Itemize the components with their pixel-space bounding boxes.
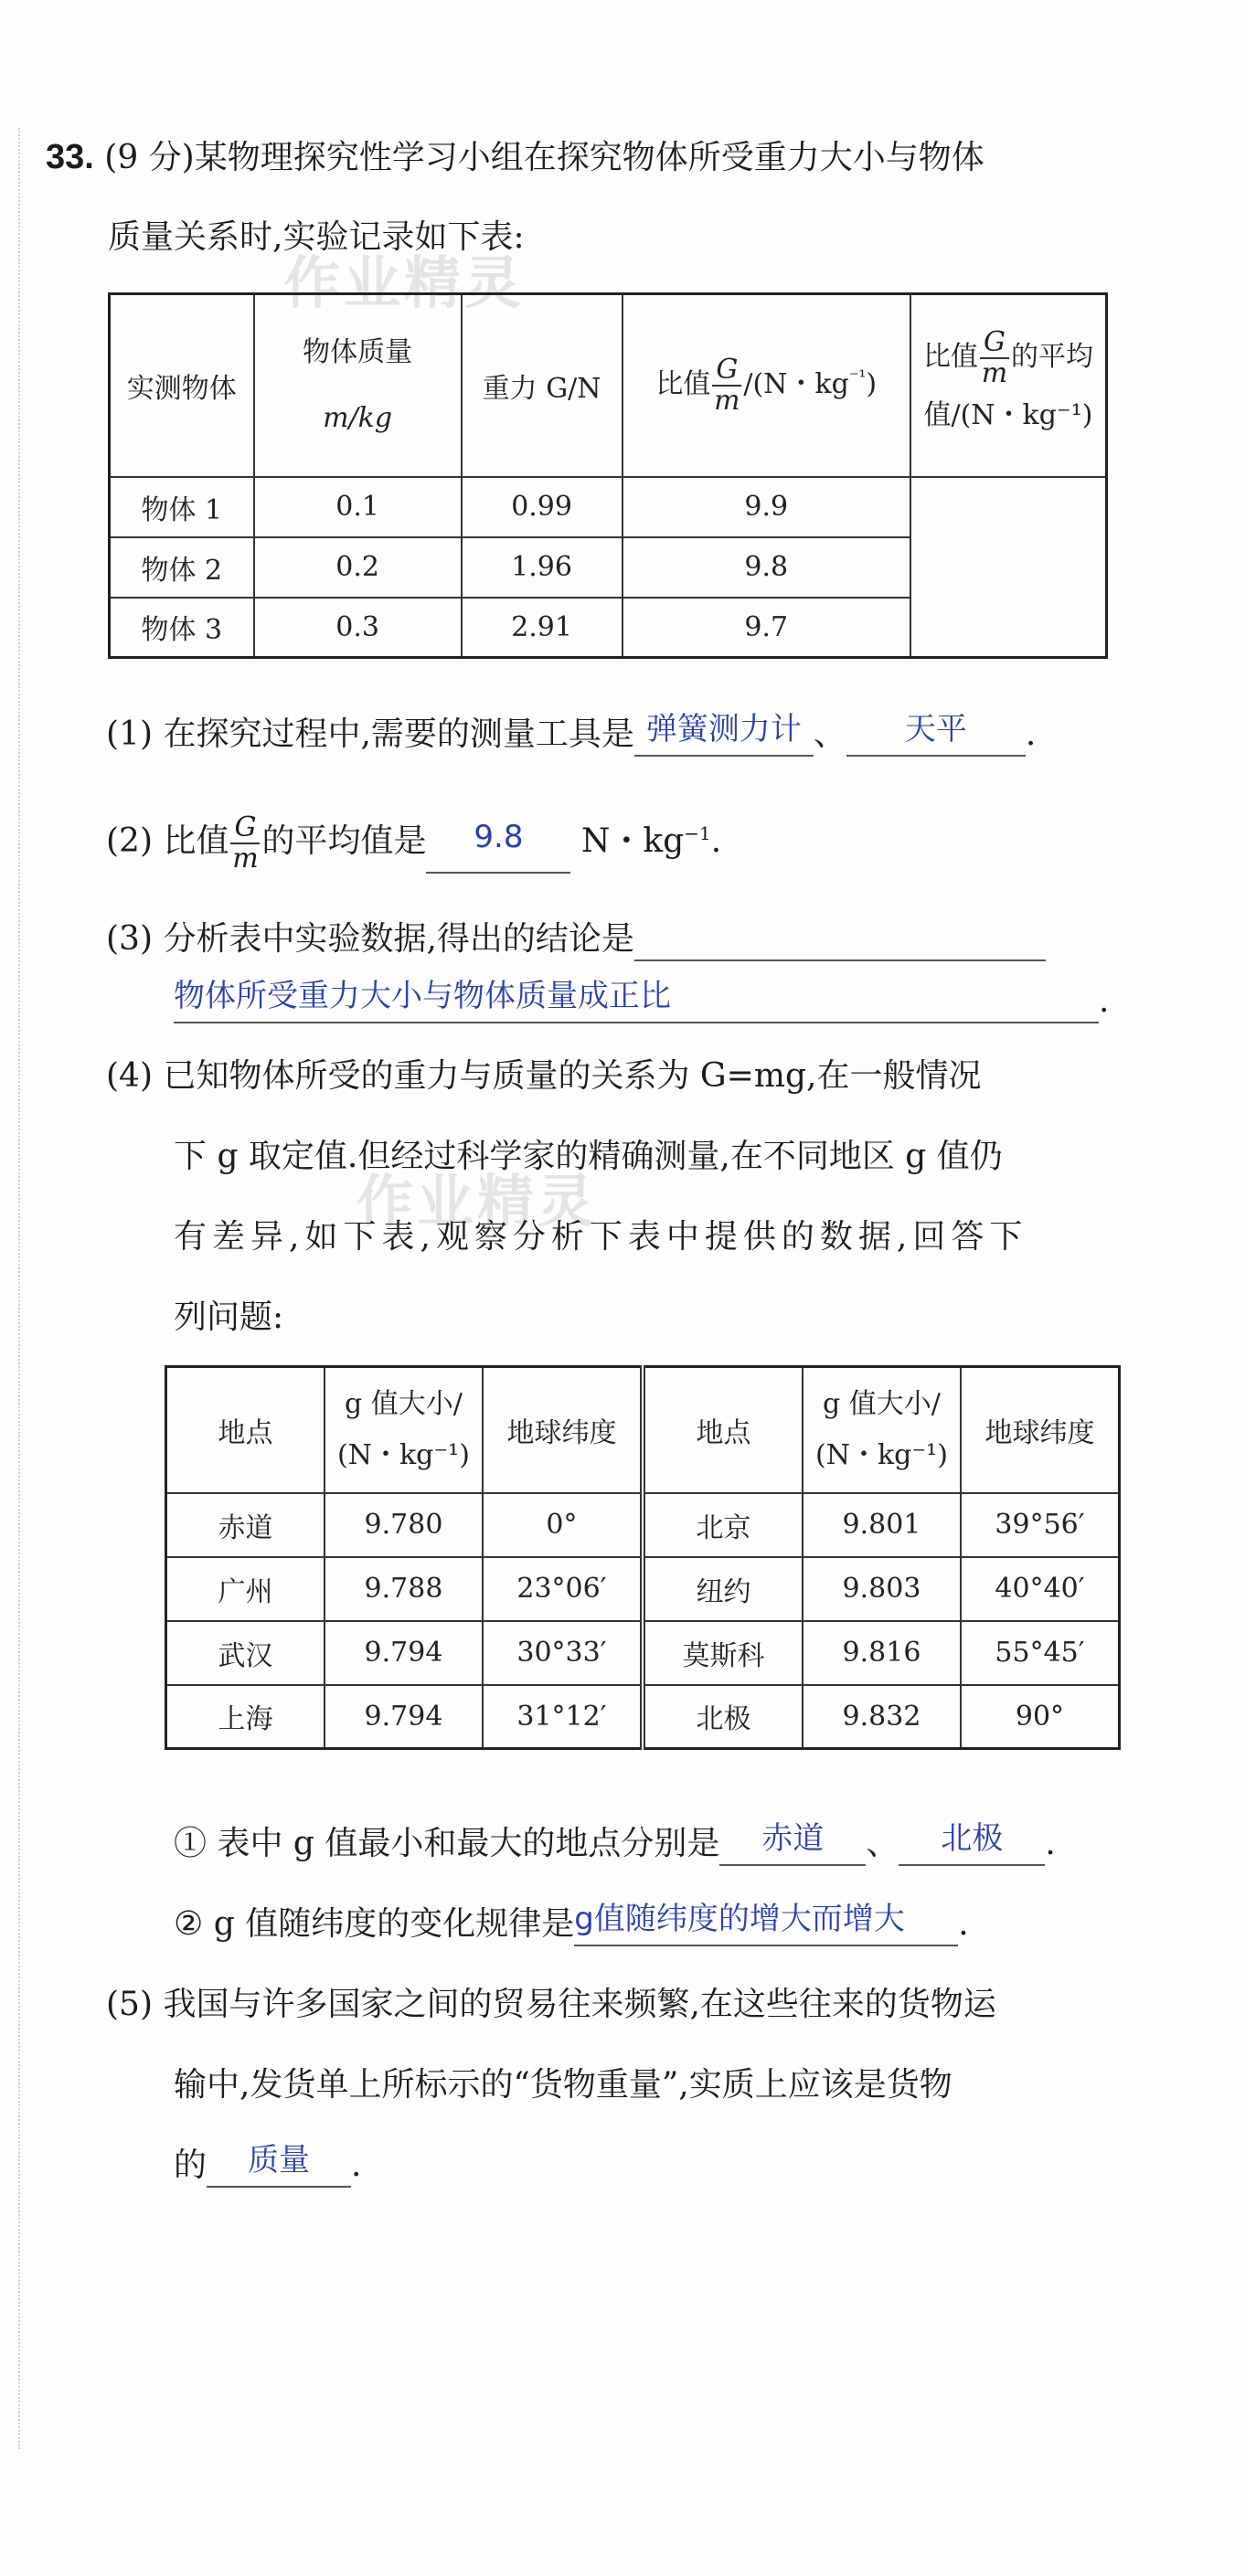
handwritten-answer: 9.8 bbox=[474, 819, 524, 855]
answer-blank[interactable] bbox=[174, 978, 1099, 1023]
table-row bbox=[166, 1621, 1120, 1685]
header-g-label: g 值大小/ bbox=[823, 1387, 941, 1420]
q4a-label: ① bbox=[174, 1825, 208, 1862]
cell-latitude: 23°06′ bbox=[483, 1557, 643, 1621]
separator: 、 bbox=[866, 1825, 899, 1862]
header-average-label: 比值 bbox=[923, 340, 978, 373]
gravity-latitude-table bbox=[165, 1365, 1121, 1750]
period: . bbox=[1045, 1825, 1056, 1862]
cell-g-value: 9.794 bbox=[325, 1685, 483, 1749]
unit-exponent: −1 bbox=[684, 822, 711, 844]
q4-label: (4) bbox=[106, 1057, 153, 1095]
cell-latitude: 39°56′ bbox=[961, 1493, 1120, 1557]
fraction-numerator: G bbox=[712, 355, 741, 387]
fraction-denominator: m bbox=[981, 356, 1008, 389]
handwritten-answer: 质量 bbox=[248, 2142, 311, 2178]
q4a-text: 表中 g 值最小和最大的地点分别是 bbox=[217, 1825, 720, 1862]
table-row bbox=[166, 1557, 1120, 1621]
header-object: 实测物体 bbox=[110, 294, 254, 477]
header-latitude: 地球纬度 bbox=[483, 1367, 643, 1493]
period: . bbox=[1099, 982, 1110, 1020]
cell-g-value: 9.803 bbox=[803, 1557, 961, 1621]
q5-text: 的 bbox=[174, 2147, 208, 2184]
cell-latitude: 0° bbox=[483, 1493, 643, 1557]
header-ratio-label: 比值 bbox=[655, 367, 711, 400]
q5-line3 bbox=[174, 2144, 361, 2188]
question-score: (9 分) bbox=[104, 139, 195, 176]
experiment-table bbox=[108, 292, 1108, 659]
header-ratio bbox=[622, 294, 910, 477]
q2-text: 比值 bbox=[163, 822, 229, 860]
header-latitude: 地球纬度 bbox=[961, 1367, 1120, 1493]
handwritten-answer: 天平 bbox=[904, 711, 967, 747]
cell-latitude: 30°33′ bbox=[483, 1621, 643, 1685]
cell-gravity: 1.96 bbox=[462, 537, 622, 598]
q1-text: 在探究过程中,需要的测量工具是 bbox=[163, 716, 634, 753]
header-g-label: g 值大小/ bbox=[345, 1387, 463, 1420]
cell-g-value: 9.816 bbox=[803, 1621, 961, 1685]
cell-g-value: 9.788 bbox=[325, 1557, 483, 1621]
cell-mass: 0.2 bbox=[254, 537, 462, 598]
q4b-line bbox=[174, 1903, 969, 1946]
cell-average-empty bbox=[910, 477, 1107, 658]
stem-text: 某物理探究性学习小组在探究物体所受重力大小与物体 bbox=[194, 139, 984, 176]
cell-mass: 0.1 bbox=[254, 477, 462, 537]
unit-exponent: ⁻¹ bbox=[848, 365, 867, 387]
period: . bbox=[1025, 716, 1037, 753]
header-gravity: 重力 G/N bbox=[462, 294, 622, 477]
q4-line1 bbox=[106, 1055, 981, 1098]
q5-line1 bbox=[106, 1983, 996, 2027]
cell-ratio: 9.8 bbox=[622, 537, 910, 598]
answer-blank[interactable] bbox=[574, 1901, 958, 1946]
q2-unit: N・kg bbox=[580, 822, 685, 860]
header-average-unit: 值/(N・kg⁻¹) bbox=[923, 398, 1093, 431]
header-average bbox=[910, 294, 1107, 477]
header-ratio-paren: ) bbox=[866, 367, 878, 400]
cell-latitude: 55°45′ bbox=[961, 1621, 1120, 1685]
cell-object: 物体 3 bbox=[110, 598, 254, 658]
header-mass-label: 物体质量 bbox=[303, 335, 413, 368]
answer-blank-2[interactable] bbox=[846, 711, 1026, 757]
cell-gravity: 0.99 bbox=[462, 477, 622, 537]
answer-blank-1[interactable] bbox=[634, 711, 814, 757]
period: . bbox=[710, 822, 722, 860]
question-stem-line2 bbox=[108, 216, 525, 260]
q3-line bbox=[106, 917, 1046, 961]
q4-line2 bbox=[174, 1135, 1003, 1179]
cell-g-value: 9.794 bbox=[325, 1621, 483, 1685]
separator: 、 bbox=[813, 716, 846, 753]
header-location: 地点 bbox=[166, 1367, 325, 1493]
q5-line2 bbox=[174, 2063, 952, 2107]
q5-text: 输中,发货单上所标示的“货物重量”,实质上应该是货物 bbox=[174, 2066, 952, 2104]
question-number: 33. bbox=[46, 138, 94, 176]
q3-answer-line bbox=[174, 980, 1109, 1023]
q4b-text: g 值随纬度的变化规律是 bbox=[213, 1905, 575, 1943]
header-g-unit: (N・kg⁻¹) bbox=[815, 1438, 948, 1471]
watermark: 作业精灵 bbox=[283, 249, 526, 316]
header-average-suffix: 的平均 bbox=[1010, 340, 1093, 373]
margin-dotted-rule bbox=[18, 128, 21, 2449]
header-location: 地点 bbox=[643, 1367, 803, 1493]
table-row bbox=[166, 1493, 1120, 1557]
q3-label: (3) bbox=[106, 920, 153, 958]
cell-ratio: 9.9 bbox=[622, 477, 910, 537]
cell-object: 物体 2 bbox=[110, 537, 254, 598]
header-g-value bbox=[325, 1367, 483, 1493]
q4a-line bbox=[174, 1822, 1056, 1866]
q4b-label: ② bbox=[174, 1905, 204, 1943]
handwritten-answer: 物体所受重力大小与物体质量成正比 bbox=[174, 978, 671, 1014]
fraction-denominator: m bbox=[232, 843, 259, 875]
q4-text: 下 g 取定值.但经过科学家的精确测量,在不同地区 g 值仍 bbox=[174, 1138, 1003, 1175]
cell-latitude: 90° bbox=[961, 1685, 1120, 1749]
cell-location: 莫斯科 bbox=[643, 1621, 803, 1685]
header-ratio-unit: /(N・kg bbox=[743, 367, 849, 400]
period: . bbox=[958, 1905, 969, 1943]
handwritten-answer: 北极 bbox=[941, 1820, 1004, 1857]
cell-latitude: 40°40′ bbox=[961, 1557, 1120, 1621]
cell-location: 上海 bbox=[166, 1685, 325, 1749]
cell-mass: 0.3 bbox=[254, 598, 462, 658]
answer-blank-1[interactable] bbox=[719, 1820, 866, 1866]
cell-location: 广州 bbox=[166, 1557, 325, 1621]
q2-text: 的平均值是 bbox=[261, 822, 427, 860]
fraction-denominator: m bbox=[714, 384, 740, 417]
q4-line3 bbox=[174, 1215, 1027, 1259]
q2-label: (2) bbox=[106, 822, 153, 860]
answer-blank-2[interactable] bbox=[899, 1820, 1045, 1866]
header-mass-unit: m/kg bbox=[323, 401, 393, 434]
header-mass bbox=[254, 294, 462, 477]
cell-location: 北极 bbox=[643, 1685, 803, 1749]
stem-text: 质量关系时,实验记录如下表: bbox=[108, 218, 525, 256]
question-stem-line1 bbox=[46, 135, 984, 180]
header-g-unit: (N・kg⁻¹) bbox=[337, 1438, 470, 1471]
table-row bbox=[166, 1685, 1120, 1749]
handwritten-answer: 赤道 bbox=[761, 1820, 825, 1857]
q1-label: (1) bbox=[106, 716, 153, 753]
period: . bbox=[351, 2147, 362, 2184]
handwritten-answer: g值随纬度的增大而增大 bbox=[574, 1901, 905, 1937]
header-g-value bbox=[803, 1367, 961, 1493]
cell-g-value: 9.832 bbox=[803, 1685, 961, 1749]
answer-blank[interactable] bbox=[207, 2142, 351, 2188]
watermark: 作业精灵 bbox=[356, 1168, 599, 1235]
q1-line bbox=[106, 713, 1036, 757]
table-row bbox=[110, 477, 1107, 537]
q2-line bbox=[106, 802, 721, 874]
cell-ratio: 9.7 bbox=[622, 598, 910, 658]
average-fraction bbox=[980, 325, 1009, 389]
cell-location: 北京 bbox=[643, 1493, 803, 1557]
answer-blank[interactable] bbox=[426, 819, 570, 874]
cell-gravity: 2.91 bbox=[462, 598, 622, 658]
cell-latitude: 31°12′ bbox=[483, 1685, 643, 1749]
cell-location: 武汉 bbox=[166, 1621, 325, 1685]
q4-text: 已知物体所受的重力与质量的关系为 G=mg,在一般情况 bbox=[163, 1057, 982, 1095]
ratio-fraction bbox=[230, 813, 260, 874]
q4-line4 bbox=[174, 1296, 283, 1340]
q4-text: 列问题: bbox=[174, 1299, 284, 1336]
q4-text: 有差异,如下表,观察分析下表中提供的数据,回答下 bbox=[174, 1218, 1028, 1256]
cell-object: 物体 1 bbox=[110, 477, 254, 537]
cell-g-value: 9.780 bbox=[325, 1493, 483, 1557]
q5-label: (5) bbox=[106, 1986, 153, 2023]
cell-g-value: 9.801 bbox=[803, 1493, 961, 1557]
ratio-fraction bbox=[712, 355, 741, 416]
fraction-numerator: G bbox=[230, 813, 260, 844]
fraction-numerator: G bbox=[980, 328, 1009, 359]
cell-location: 纽约 bbox=[643, 1557, 803, 1621]
handwritten-answer: 弹簧测力计 bbox=[645, 711, 802, 747]
q3-text: 分析表中实验数据,得出的结论是 bbox=[163, 920, 634, 958]
answer-blank-line1[interactable] bbox=[634, 921, 1046, 961]
cell-location: 赤道 bbox=[166, 1493, 325, 1557]
q5-text: 我国与许多国家之间的贸易往来频繁,在这些往来的货物运 bbox=[163, 1986, 996, 2023]
